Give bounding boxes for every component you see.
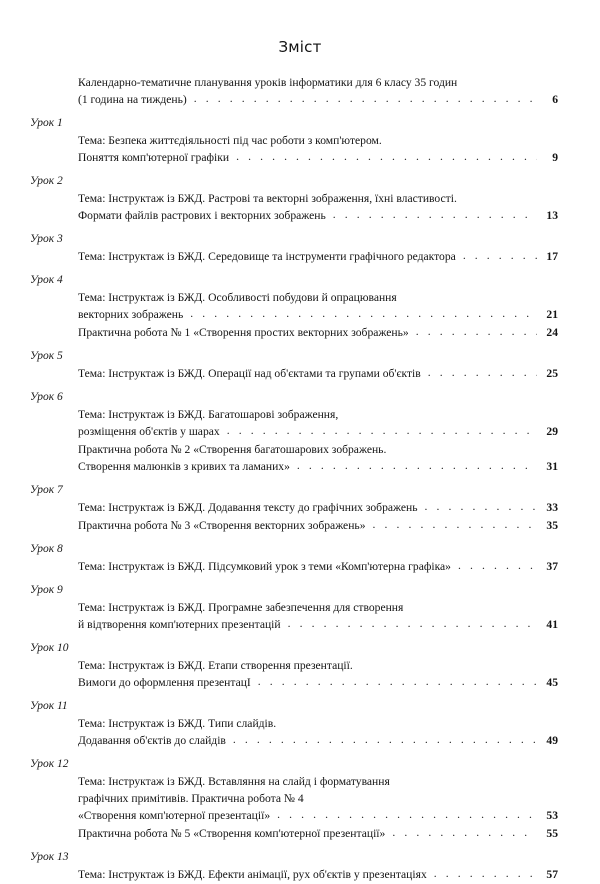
toc-entry-text: Тема: Інструктаж із БЖД. Середовище та інструменти графічного редактора: [78, 250, 456, 263]
toc-entry[interactable]: [78, 365, 558, 383]
dot-leader-icon: [236, 148, 537, 165]
toc-entry-text: Практична робота № 5 «Створення комп'ютерної презентації»: [78, 827, 386, 840]
toc-entry-text: Створення малюнків з кривих та ламаних»: [78, 460, 290, 473]
lesson-label: Урок 10: [30, 642, 69, 654]
toc-entry-text: Тема: Інструктаж із БЖД. Операції над об'єктами та групами об'єктів: [78, 367, 421, 380]
toc-entry[interactable]: [78, 441, 558, 476]
toc-entries: [78, 715, 558, 750]
toc-entry-text: Практична робота № 1 «Створення простих векторних зображень»: [78, 326, 409, 339]
lesson-label: Урок 7: [30, 484, 63, 496]
toc-entry-last-line: [78, 732, 558, 749]
toc-entry[interactable]: [78, 324, 558, 342]
dot-leader-icon: [233, 731, 537, 748]
toc-entries: [78, 132, 558, 167]
toc-entry-line: Тема: Безпека життєдіяльності під час роботи з комп'ютером.: [78, 134, 382, 147]
dot-leader-icon: [333, 206, 537, 223]
toc-entry-line: Тема: Інструктаж із БЖД. Типи слайдів.: [78, 717, 277, 730]
lesson-label: Урок 3: [30, 233, 63, 245]
toc-section: [0, 849, 600, 884]
toc-entry-text: Тема: Інструктаж із БЖД. Підсумковий урок з теми «Комп'ютерна графіка»: [78, 560, 451, 573]
toc-entry-last-line: [78, 91, 558, 108]
toc-section: [0, 698, 600, 750]
toc-entry-last-line: [78, 558, 558, 575]
toc-entry-text: розміщення об'єктів у шарах: [78, 425, 220, 438]
toc-page-number[interactable]: 53: [546, 809, 558, 822]
toc-page-number[interactable]: 31: [546, 460, 558, 473]
lesson-label: Урок 11: [30, 700, 68, 712]
toc-entries: [78, 406, 558, 476]
lesson-label: Урок 12: [30, 758, 69, 770]
lesson-label: Урок 2: [30, 175, 63, 187]
dot-leader-icon: [277, 806, 537, 823]
toc-page-number[interactable]: 13: [546, 209, 558, 222]
toc-entry-text: Додавання об'єктів до слайдів: [78, 734, 226, 747]
toc-page-number[interactable]: 24: [546, 326, 558, 339]
lesson-label: Урок 5: [30, 350, 63, 362]
toc-entries: [78, 773, 558, 843]
toc-section: [0, 389, 600, 476]
toc-list: [0, 74, 600, 884]
toc-entry-line: Практична робота № 2 «Створення багатошарових зображень.: [78, 443, 387, 456]
toc-entry[interactable]: [78, 657, 558, 692]
lesson-label: Урок 8: [30, 543, 63, 555]
toc-page-number[interactable]: 55: [546, 827, 558, 840]
toc-section: [0, 173, 600, 225]
toc-entry-last-line: [78, 149, 558, 166]
toc-entries: [78, 289, 558, 342]
toc-entries: [78, 558, 558, 576]
toc-entry[interactable]: [78, 825, 558, 843]
toc-entry[interactable]: [78, 558, 558, 576]
toc-section: [0, 541, 600, 576]
toc-entry-last-line: [78, 807, 558, 824]
toc-entry-last-line: [78, 248, 558, 265]
toc-entry-line: Календарно-тематичне планування уроків інформатики для 6 класу 35 годин: [78, 76, 458, 89]
toc-entry-last-line: [78, 517, 558, 534]
lesson-label: Урок 13: [30, 851, 69, 863]
toc-entry-last-line: [78, 674, 558, 691]
toc-entry[interactable]: [78, 190, 558, 225]
toc-entry-text: й відтворення комп'ютерних презентацій: [78, 618, 281, 631]
toc-entry-last-line: [78, 207, 558, 224]
dot-leader-icon: [458, 557, 537, 574]
toc-entry-line: графічних примітивів. Практична робота № 4: [78, 792, 304, 805]
toc-page-number[interactable]: 33: [546, 501, 558, 514]
toc-entry[interactable]: [78, 248, 558, 266]
toc-entry-text: векторних зображень: [78, 308, 184, 321]
dot-leader-icon: [194, 90, 537, 107]
toc-entry-text: Тема: Інструктаж із БЖД. Додавання тексту до графічних зображень: [78, 501, 418, 514]
dot-leader-icon: [463, 247, 537, 264]
toc-entries: [78, 499, 558, 535]
toc-page-number[interactable]: 45: [546, 676, 558, 689]
toc-entry[interactable]: [78, 132, 558, 167]
toc-entry-last-line: [78, 825, 558, 842]
dot-leader-icon: [434, 865, 537, 882]
dot-leader-icon: [190, 305, 537, 322]
toc-page-number[interactable]: 49: [546, 734, 558, 747]
toc-entry-line: Тема: Інструктаж із БЖД. Багатошарові зображення,: [78, 408, 339, 421]
toc-section: [0, 115, 600, 167]
toc-entry[interactable]: [78, 499, 558, 517]
toc-entry-last-line: [78, 365, 558, 382]
toc-section: [0, 582, 600, 634]
toc-lessons: [0, 115, 600, 884]
toc-page-number[interactable]: 25: [546, 367, 558, 380]
toc-entries: [78, 866, 558, 884]
dot-leader-icon: [258, 673, 537, 690]
toc-entries: [78, 657, 558, 692]
toc-page-number[interactable]: 37: [546, 560, 558, 573]
dot-leader-icon: [297, 457, 537, 474]
toc-page-number[interactable]: 29: [546, 425, 558, 438]
toc-entry-text: Формати файлів растрових і векторних зображень: [78, 209, 326, 222]
toc-section: [0, 482, 600, 535]
toc-entry-line: Тема: Інструктаж із БЖД. Етапи створення презентації.: [78, 659, 353, 672]
dot-leader-icon: [425, 498, 537, 515]
toc-entry[interactable]: [78, 74, 558, 109]
toc-entry-last-line: [78, 458, 558, 475]
toc-entry-last-line: [78, 423, 558, 440]
toc-entry[interactable]: [78, 866, 558, 884]
toc-entry-last-line: [78, 866, 558, 883]
toc-entries: [78, 74, 558, 109]
toc-entry[interactable]: [78, 773, 558, 825]
toc-section: [0, 272, 600, 342]
toc-entry[interactable]: [78, 406, 558, 441]
page-title: Зміст: [278, 38, 322, 56]
toc-entry-line: Тема: Інструктаж із БЖД. Особливості побудови й опрацювання: [78, 291, 397, 304]
lesson-label: Урок 6: [30, 391, 63, 403]
toc-entry-last-line: [78, 616, 558, 633]
toc-entry-last-line: [78, 306, 558, 323]
toc-section-intro: [0, 74, 600, 109]
toc-entry-text: (1 година на тиждень): [78, 93, 187, 106]
toc-page-number[interactable]: 6: [552, 93, 558, 106]
toc-entry[interactable]: [78, 715, 558, 750]
toc-entry-line: Тема: Інструктаж із БЖД. Растрові та векторні зображення, їхні властивості.: [78, 192, 457, 205]
toc-entry-line: Тема: Інструктаж із БЖД. Вставляння на слайд і форматування: [78, 775, 390, 788]
toc-section: [0, 348, 600, 383]
dot-leader-icon: [288, 615, 537, 632]
lesson-label: Урок 4: [30, 274, 63, 286]
toc-page-number[interactable]: 41: [546, 618, 558, 631]
dot-leader-icon: [416, 323, 537, 340]
toc-entries: [78, 248, 558, 266]
dot-leader-icon: [227, 422, 537, 439]
toc-page-number[interactable]: 35: [546, 519, 558, 532]
dot-leader-icon: [392, 824, 537, 841]
lesson-label: Урок 9: [30, 584, 63, 596]
toc-entry[interactable]: [78, 599, 558, 634]
toc-entries: [78, 365, 558, 383]
toc-entry-text: Поняття комп'ютерної графіки: [78, 151, 230, 164]
dot-leader-icon: [428, 364, 537, 381]
toc-entry-last-line: [78, 324, 558, 341]
toc-entry-line: Тема: Інструктаж із БЖД. Програмне забезпечення для створення: [78, 601, 404, 614]
toc-entry-text: Тема: Інструктаж із БЖД. Ефекти анімації, рух об'єктів у презентаціях: [78, 868, 427, 881]
toc-entries: [78, 599, 558, 634]
toc-entry-text: Практична робота № 3 «Створення векторних зображень»: [78, 519, 366, 532]
toc-page-number[interactable]: 17: [546, 250, 558, 263]
toc-entry[interactable]: [78, 517, 558, 535]
toc-page-number[interactable]: 9: [552, 151, 558, 164]
lesson-label: Урок 1: [30, 117, 63, 129]
toc-section: [0, 640, 600, 692]
dot-leader-icon: [373, 516, 538, 533]
toc-entry-text: «Створення комп'ютерної презентації»: [78, 809, 271, 822]
toc-page-number[interactable]: 57: [546, 868, 558, 881]
toc-entry-text: Вимоги до оформлення презентацІ: [78, 676, 251, 689]
toc-entry-last-line: [78, 499, 558, 516]
toc-page-number[interactable]: 21: [546, 308, 558, 321]
toc-entries: [78, 190, 558, 225]
toc-entry[interactable]: [78, 289, 558, 324]
toc-section: [0, 231, 600, 266]
